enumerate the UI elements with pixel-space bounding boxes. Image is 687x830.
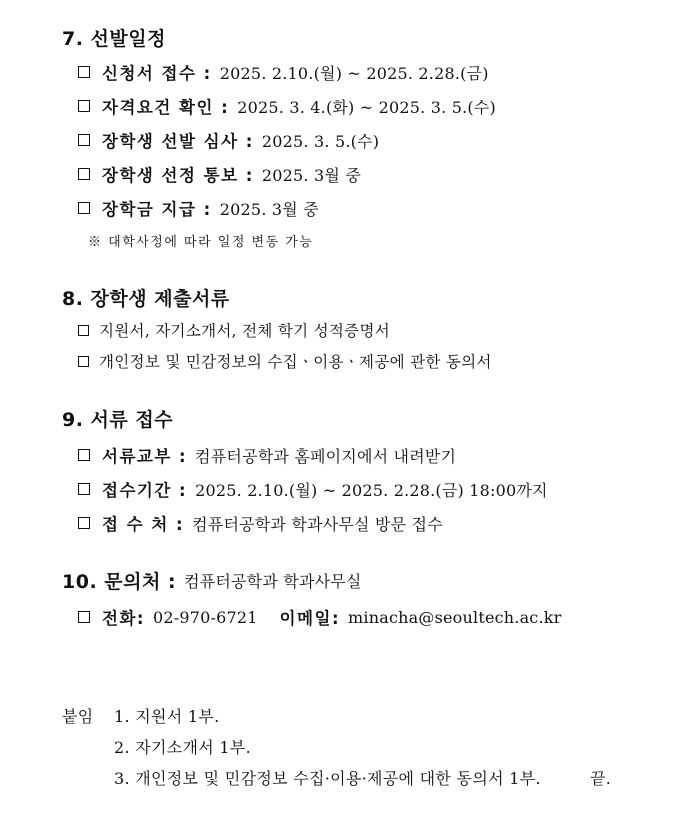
item-value: 2025. 3월 중 bbox=[261, 165, 361, 185]
item-label: 장학금 지급 : bbox=[102, 200, 212, 219]
section-9-heading: 9. 서류 접수 bbox=[62, 409, 174, 431]
phone-label: 전화: bbox=[102, 609, 145, 628]
schedule-item-eligibility bbox=[78, 94, 496, 118]
attachment-item: 3. 개인정보 및 민감정보 수집·이용·제공에 대한 동의서 1부. bbox=[114, 769, 541, 788]
attachment-label: 붙임 bbox=[62, 707, 94, 726]
phone-number: 02-970-6721 bbox=[152, 607, 258, 627]
submission-item-distribution bbox=[78, 443, 456, 467]
item-label: 접수기간 : bbox=[102, 481, 188, 500]
schedule-item-review bbox=[78, 128, 379, 152]
item-value: 2025. 2.10.(월) ~ 2025. 2.28.(금) bbox=[219, 63, 489, 83]
item-label: 장학생 선발 심사 : bbox=[102, 132, 254, 151]
schedule-item-payment bbox=[78, 196, 319, 220]
item-value: 2025. 3월 중 bbox=[219, 199, 319, 219]
attachment-item: 2. 자기소개서 1부. bbox=[114, 738, 252, 757]
checkbox-square bbox=[78, 325, 89, 336]
item-value: 2025. 3. 4.(화) ~ 2025. 3. 5.(수) bbox=[237, 97, 496, 117]
item-label: 장학생 선정 통보 : bbox=[102, 166, 254, 185]
contact-office: 컴퓨터공학과 학과사무실 bbox=[184, 572, 362, 591]
email-address: minacha@seoultech.ac.kr bbox=[348, 607, 562, 627]
item-label: 신청서 접수 : bbox=[102, 64, 212, 83]
item-label: 자격요건 확인 : bbox=[102, 98, 230, 117]
checkbox-square bbox=[78, 611, 90, 623]
schedule-item-application bbox=[78, 60, 489, 84]
contact-row bbox=[78, 605, 562, 629]
section-10-heading: 10. 문의처 : bbox=[62, 571, 177, 593]
item-value: 컴퓨터공학과 학과사무실 방문 접수 bbox=[192, 514, 443, 534]
section-10-heading-row bbox=[62, 567, 362, 594]
checkbox-square bbox=[78, 202, 90, 214]
checkbox-square bbox=[78, 134, 90, 146]
checkbox-square bbox=[78, 168, 90, 180]
submission-item-place bbox=[78, 511, 443, 535]
attachment-item: 1. 지원서 1부. bbox=[114, 707, 220, 726]
checkbox-square bbox=[78, 356, 89, 367]
item-value: 2025. 2.10.(월) ~ 2025. 2.28.(금) 18:00까지 bbox=[195, 480, 548, 500]
section-8-heading: 8. 장학생 제출서류 bbox=[62, 288, 230, 310]
schedule-note: ※ 대학사정에 따라 일정 변동 가능 bbox=[88, 235, 314, 250]
checkbox-square bbox=[78, 66, 90, 78]
email-label: 이메일: bbox=[279, 609, 341, 628]
item-value: 컴퓨터공학과 홈페이지에서 내려받기 bbox=[195, 446, 457, 466]
checkbox-square bbox=[78, 517, 90, 529]
section-7-heading: 7. 선발일정 bbox=[62, 28, 166, 50]
document-text: 개인정보 및 민감정보의 수집ㆍ이용ㆍ제공에 관한 동의서 bbox=[99, 353, 492, 371]
document-text: 지원서, 자기소개서, 전체 학기 성적증명서 bbox=[99, 322, 391, 340]
submission-item-period bbox=[78, 477, 548, 501]
schedule-item-notification bbox=[78, 162, 361, 186]
document-item bbox=[78, 350, 492, 372]
item-label: 서류교부 : bbox=[102, 447, 188, 466]
checkbox-square bbox=[78, 449, 90, 461]
item-value: 2025. 3. 5.(수) bbox=[261, 131, 380, 151]
document-item bbox=[78, 319, 390, 341]
item-label: 접 수 처 : bbox=[102, 515, 185, 534]
checkbox-square bbox=[78, 483, 90, 495]
end-mark: 끝. bbox=[590, 769, 612, 788]
checkbox-square bbox=[78, 100, 90, 112]
